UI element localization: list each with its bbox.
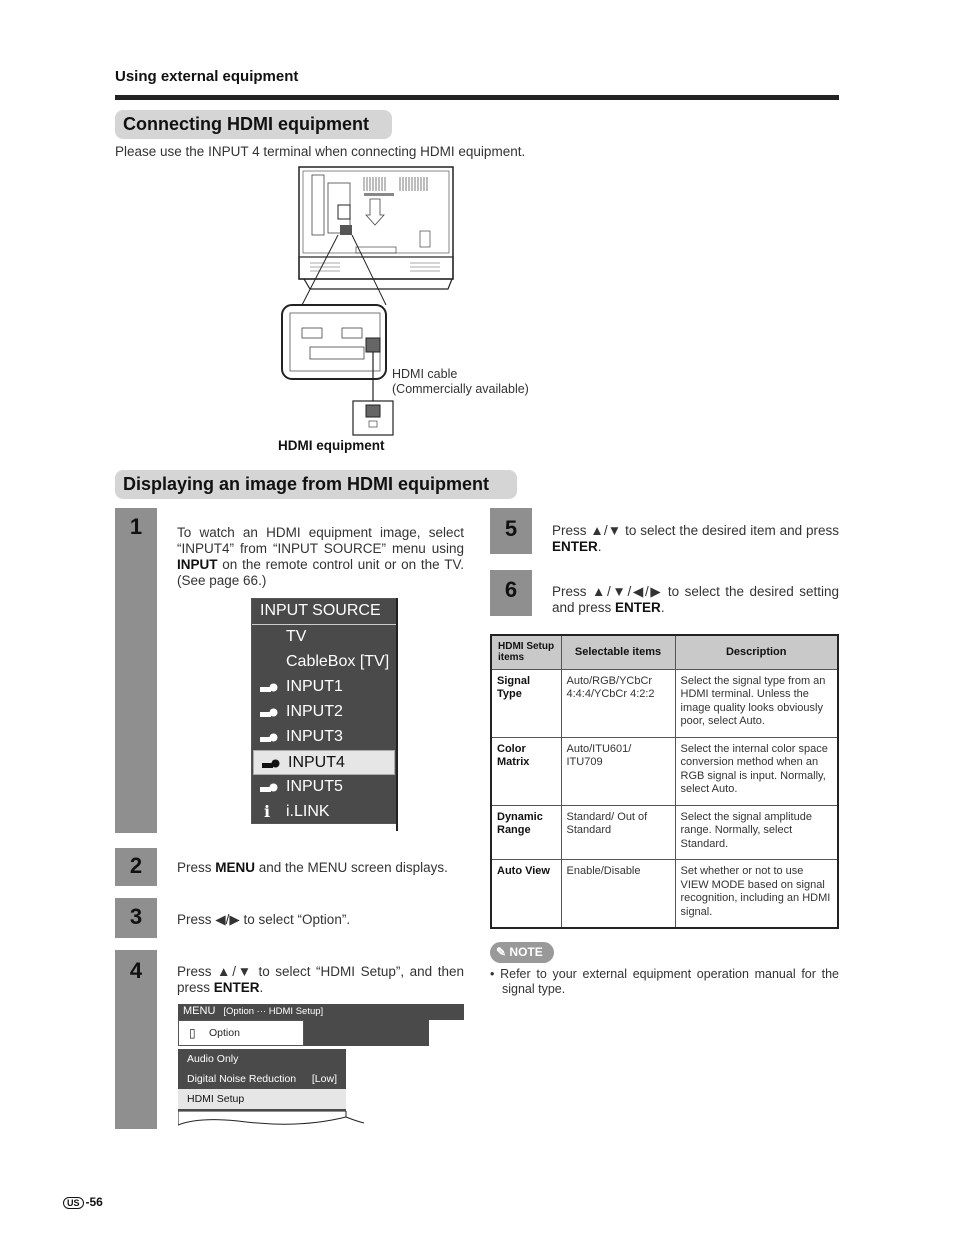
table-header: Selectable items — [561, 635, 675, 669]
input-2-plug-icon — [260, 708, 278, 718]
section-header: Using external equipment — [115, 68, 299, 85]
input-source-item[interactable] — [252, 775, 396, 800]
submenu-item-label: HDMI Setup — [187, 1093, 245, 1105]
option-tab-fill — [304, 1020, 429, 1046]
table-row — [491, 860, 838, 929]
step-5-text: Press ▲/▼ to select the desired item and press ENTER. — [552, 523, 839, 554]
input-1-plug-icon — [260, 683, 278, 693]
table-cell-description: Select the internal color space conversion method when an RGB signal is input. Normally, select Auto. — [675, 737, 838, 805]
input-5-plug-icon — [260, 783, 278, 793]
submenu-item[interactable] — [178, 1069, 346, 1089]
table-row — [491, 669, 838, 737]
input-source-item[interactable] — [252, 625, 396, 650]
table-header: HDMI Setup items — [491, 635, 561, 669]
step-2-number: 2 — [129, 853, 143, 878]
table-cell-item: Signal Type — [491, 669, 561, 737]
input-source-item-label: INPUT3 — [286, 728, 343, 745]
step-3-text: Press ◀/▶ to select “Option”. — [177, 912, 351, 927]
table-cell-item: Auto View — [491, 860, 561, 929]
cable-label-line2: (Commercially available) — [392, 382, 529, 396]
step-4-text: Press ▲/▼ to select “HDMI Setup”, and then press ENTER. — [177, 964, 464, 995]
table-cell-item: Color Matrix — [491, 737, 561, 805]
note-text: • Refer to your external equipment operation manual for the signal type. — [490, 967, 839, 996]
input-source-item[interactable] — [252, 700, 396, 725]
hdmi-cable-label — [392, 367, 529, 397]
table-row — [491, 805, 838, 860]
input-4-plug-icon — [262, 759, 280, 769]
table-cell-selectable: Standard/ Out of Standard — [561, 805, 675, 860]
input-3-plug-icon — [260, 733, 278, 743]
step-1-number: 1 — [129, 514, 143, 539]
page-number — [63, 1195, 103, 1209]
input-source-item[interactable] — [252, 675, 396, 700]
region-badge: US — [63, 1197, 84, 1209]
intro-text: Please use the INPUT 4 terminal when connecting HDMI equipment. — [115, 144, 526, 159]
note-badge-label: NOTE — [509, 945, 543, 959]
submenu-torn-edge — [178, 1111, 368, 1129]
input-source-item[interactable] — [253, 750, 395, 775]
displaying-heading: Displaying an image from HDMI equipment — [115, 470, 517, 499]
input-source-item[interactable] — [252, 725, 396, 750]
menu-edge-line — [396, 598, 398, 831]
header-rule — [115, 95, 839, 100]
table-cell-description: Select the signal type from an HDMI terminal. Unless the image quality looks obviously poor, select Auto. — [675, 669, 838, 737]
table-cell-description: Select the signal amplitude range. Normally, select Standard. — [675, 805, 838, 860]
input-source-item-label: INPUT1 — [286, 678, 343, 695]
step-5-number: 5 — [504, 516, 518, 541]
input-source-item[interactable] — [252, 650, 396, 675]
input-source-menu — [251, 598, 397, 824]
step-1-text: To watch an HDMI equipment image, select “INPUT4” from “INPUT SOURCE” menu using INPUT on the remote control unit or on the TV. (See page 66.) — [177, 525, 464, 588]
menu-bar — [178, 1004, 464, 1020]
info-icon: i — [264, 802, 271, 821]
input-source-item[interactable] — [252, 800, 396, 825]
input-source-item-label: INPUT2 — [286, 703, 343, 720]
connecting-hdmi-heading: Connecting HDMI equipment — [115, 110, 392, 139]
step-2-text: Press MENU and the MENU screen displays. — [177, 860, 448, 875]
input-source-title: INPUT SOURCE — [252, 599, 396, 625]
page-number-text: -56 — [85, 1195, 103, 1209]
submenu-item-label: Digital Noise Reduction — [187, 1073, 297, 1085]
option-submenu — [178, 1049, 346, 1111]
tv-rear-diagram — [280, 163, 560, 463]
hdmi-equipment-label: HDMI equipment — [278, 438, 385, 453]
submenu-item[interactable] — [178, 1049, 346, 1069]
note-badge — [490, 942, 554, 963]
input-source-item-label: CableBox [TV] — [286, 653, 390, 670]
submenu-item-value: [Low] — [311, 1073, 337, 1085]
hdmi-setup-table — [490, 634, 839, 929]
table-cell-selectable: Enable/Disable — [561, 860, 675, 929]
table-cell-selectable: Auto/ITU601/ ITU709 — [561, 737, 675, 805]
cable-label-line1: HDMI cable — [392, 367, 458, 381]
table-cell-selectable: Auto/RGB/YCbCr 4:4:4/YCbCr 4:2:2 — [561, 669, 675, 737]
table-row — [491, 737, 838, 805]
submenu-item-label: Audio Only — [187, 1053, 239, 1065]
menu-label: MENU — [183, 1005, 216, 1017]
pencil-icon: ✎ — [496, 945, 507, 959]
tab-option[interactable] — [178, 1020, 304, 1046]
input-source-item-label: INPUT4 — [288, 754, 345, 771]
table-cell-description: Set whether or not to use VIEW MODE based on signal recognition, including an HDMI signal. — [675, 860, 838, 929]
step-6-number: 6 — [504, 577, 518, 602]
input-source-item-label: TV — [286, 628, 307, 645]
tab-option-label: Option — [209, 1027, 240, 1039]
step-4-number: 4 — [129, 958, 143, 983]
input-source-item-label: i.LINK — [286, 803, 330, 820]
step-1-bar — [115, 508, 157, 833]
submenu-item[interactable] — [178, 1089, 346, 1109]
option-icon: ▯ — [189, 1026, 196, 1040]
step-6-text: Press ▲/▼/◀/▶ to select the desired setting and press ENTER. — [552, 584, 839, 615]
step-3-number: 3 — [129, 904, 143, 929]
table-header: Description — [675, 635, 838, 669]
input-source-item-label: INPUT5 — [286, 778, 343, 795]
table-cell-item: Dynamic Range — [491, 805, 561, 860]
menu-breadcrumb: [Option ··· HDMI Setup] — [223, 1006, 324, 1017]
